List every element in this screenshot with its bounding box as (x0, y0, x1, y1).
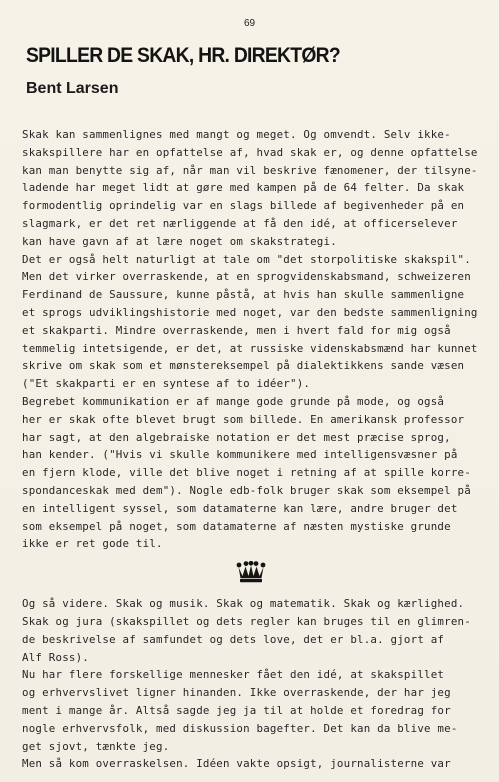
paragraph (22, 251, 498, 393)
text-line: ment i mange år. Altså sagde jeg ja til at holde et foredrag for (22, 703, 451, 717)
text-line: et sprogs udviklingshistorie med noget, var den bedste sammenligning (22, 305, 478, 319)
text-line: Begrebet kommunikation er af mange gode grunde på mode, og også (22, 394, 445, 408)
text-line: ikke er ret gode til. (22, 537, 163, 551)
text-line: slagmark, er det ret nærliggende at få den idé, at officerselever (22, 216, 458, 230)
text-line: spondanceskak med dem"). Nogle edb-folk bruger skak som eksempel på (22, 483, 471, 497)
article-author: Bent Larsen (26, 80, 119, 97)
text-line: en intelligent syssel, som datamaterne kan lære, andre bruger det (22, 501, 458, 515)
section-2 (22, 595, 498, 773)
text-line: Alf Ross). (22, 650, 90, 664)
text-line: Og så videre. Skak og musik. Skak og matematik. Skak og kærlighed. (22, 597, 465, 611)
article-title: SPILLER DE SKAK, HR. DIREKTØR? (26, 44, 340, 67)
text-line: get sjovt, tænkte jeg. (22, 739, 170, 753)
text-line: og erhvervslivet ligner hinanden. Ikke overraskende, der har jeg (22, 686, 451, 700)
text-line: formodentlig oprindelig var en slags billede af begivenheder på en (22, 199, 465, 213)
text-line: Skak kan sammenlignes med mangt og meget. Og omvendt. Selv ikke- (22, 128, 451, 141)
text-line: her er skak ofte blevet brugt som billede. En amerikansk professor (22, 412, 465, 426)
article-body (22, 126, 498, 773)
text-line: ("Et skakparti er en syntese af to idéer"). (22, 377, 311, 391)
text-line: de beskrivelse af samfundet og dets love, det er bl.a. gjort af (22, 632, 445, 646)
text-line: Nu har flere forskellige mennesker fået den idé, at skakspillet (22, 668, 445, 682)
paragraph (22, 595, 498, 666)
text-line: Men det virker overraskende, at en sprogvidenskabsmand, schweizeren (22, 270, 471, 284)
text-line: kan have gavn af at lære noget om skakstrategi. (22, 234, 337, 248)
text-line: Det er også helt naturligt at tale om "det storpolitiske skakspil". (22, 252, 471, 266)
text-line: Skak og jura (skakspillet og dets regler kan bruges til en glimren- (22, 614, 471, 628)
text-line: som eksempel på noget, som datamaterne af næsten mystiske grunde (22, 519, 451, 533)
section-1 (22, 126, 498, 553)
text-line: ladende har meget lidt at gøre med kampen på de 64 felter. Da skak (22, 181, 465, 195)
text-line: kan man benytte sig af, når man vil beskrive fænomener, der tilsyne- (22, 163, 478, 177)
text-line: temmelig intetsigende, er det, at russiske videnskabsmænd har kunnet (22, 341, 478, 355)
paragraph (22, 393, 498, 553)
text-line: et skakparti. Mindre overraskende, men i hvert fald for mig også (22, 323, 451, 337)
paragraph (22, 126, 498, 251)
text-line: Ferdinand de Saussure, kunne påstå, at hvis han skulle sammenligne (22, 288, 465, 302)
text-line: han kender. ("Hvis vi skulle kommunikere med intelligensvæsner på (22, 448, 458, 462)
text-line: nogle erhvervsfolk, med diskussion bagefter. Det kan da blive me- (22, 721, 458, 735)
text-line: en fjern klode, ville det blive noget i retning af at spille korre- (22, 466, 471, 480)
page-number: 69 (243, 18, 256, 29)
text-line: skrive om skak som et mønstereksempel på dialektikkens sande væsen (22, 359, 465, 373)
section-separator (22, 553, 498, 595)
paragraph (22, 755, 498, 773)
text-line: Men så kom overraskelsen. Idéen vakte opsigt, journalisterne var (22, 757, 451, 771)
crown-icon (236, 561, 266, 583)
text-line: har sagt, at den algebraiske notation er det mest præcise sprog, (22, 430, 451, 444)
paragraph (22, 666, 498, 755)
text-line: skakspillere har en opfattelse af, hvad skak er, og denne opfattelse (22, 145, 478, 159)
